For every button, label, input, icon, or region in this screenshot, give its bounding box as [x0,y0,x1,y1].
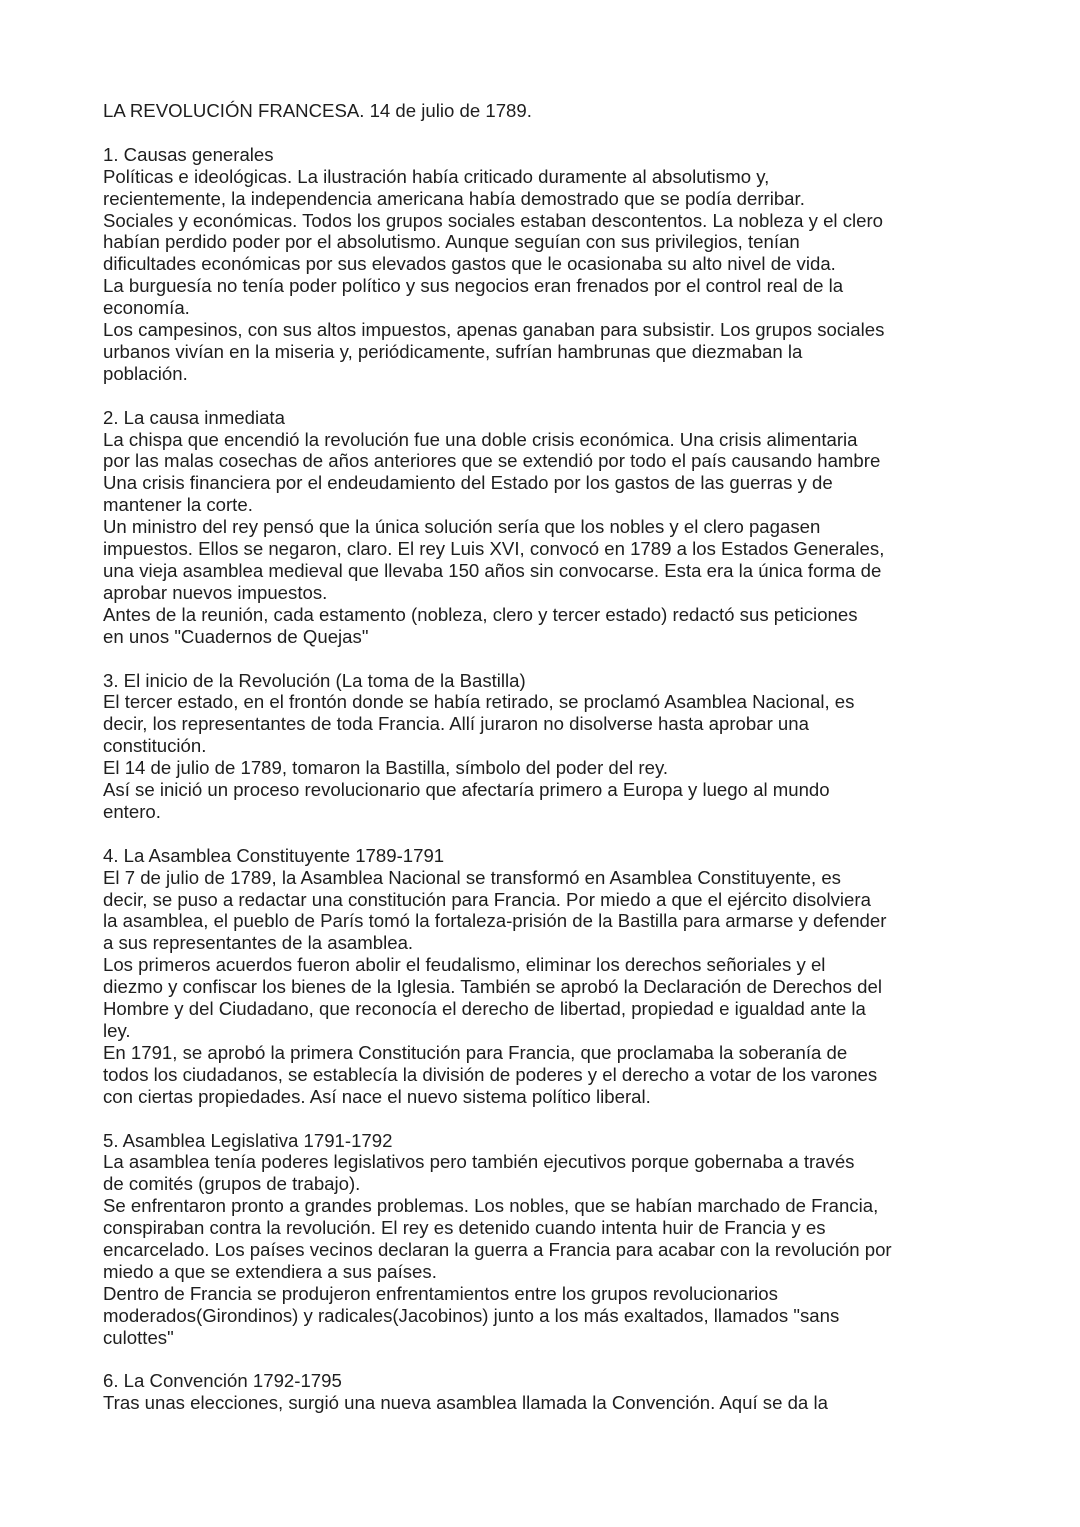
paragraph: Se enfrentaron pronto a grandes problemas. Los nobles, que se habían marchado de Francia, conspiraban contra la revolución. El rey es detenido cuando intenta huir de Francia y es encarcelado. Los países vecinos declaran la guerra a Francia para acabar con la revolución por miedo a que se extendiera a sus países. [103,1195,892,1282]
section-heading: 1. Causas generales [103,143,274,165]
section-heading: 2. La causa inmediata [103,406,285,428]
paragraph: Dentro de Francia se produjeron enfrentamientos entre los grupos revolucionarios moderados(Girondinos) y radicales(Jacobinos) junto a los más exaltados, llamados "sans culottes" [103,1282,840,1348]
paragraph: El 14 de julio de 1789, tomaron la Bastilla, símbolo del poder del rey. [103,757,669,779]
section-asamblea-constituyente [103,845,973,1108]
paragraph: El 7 de julio de 1789, la Asamblea Nacional se transformó en Asamblea Constituyente, es decir, se puso a redactar una constitución para Francia. Por miedo a que el ejército disolviera la asamblea, el pueblo de París tomó la fortaleza-prisión de la Bastilla para armarse y defender a sus representantes de la asamblea. [103,866,887,954]
section-heading: 6. La Convención 1792-1795 [103,1370,342,1392]
section-heading: 5. Asamblea Legislativa 1791-1792 [103,1129,393,1151]
section-causas-generales [103,144,973,385]
section-causa-inmediata [103,407,973,648]
document-page [103,100,973,1436]
paragraph: Políticas e ideológicas. La ilustración había criticado duramente al absolutismo y, recientemente, la independencia americana había demostrado que se podía derribar. [103,165,805,209]
paragraph: Tras unas elecciones, surgió una nueva asamblea llamada la Convención. Aquí se da la [103,1392,828,1414]
section-heading: 3. El inicio de la Revolución (La toma de la Bastilla) [103,669,526,691]
paragraph: Los primeros acuerdos fueron abolir el feudalismo, eliminar los derechos señoriales y el diezmo y confiscar los bienes de la Iglesia. También se aprobó la Declaración de Derechos del Hombre y del Ciudadano, que reconocía el derecho de libertad, propiedad e igualdad ante la ley. [103,954,882,1041]
section-heading: 4. La Asamblea Constituyente 1789-1791 [103,844,445,866]
paragraph: El tercer estado, en el frontón donde se había retirado, se proclamó Asamblea Nacional, es decir, los representantes de toda Francia. Allí juraron no disolverse hasta aprobar una constitución. [103,691,855,757]
paragraph: La asamblea tenía poderes legislativos pero también ejecutivos porque gobernaba a través de comités (grupos de trabajo). [103,1151,855,1195]
paragraph: La burguesía no tenía poder político y sus negocios eran frenados por el control real de la economía. [103,275,844,319]
paragraph: La chispa que encendió la revolución fue una doble crisis económica. Una crisis alimentaria por las malas cosechas de años anteriores que se extendió por todo el país causando hambre Una crisis financiera por el endeudamiento del Estado por los gastos de las guerras y de mantener la corte. [103,428,881,516]
section-convencion [103,1370,973,1414]
section-asamblea-legislativa [103,1130,973,1349]
paragraph: Los campesinos, con sus altos impuestos, apenas ganaban para subsistir. Los grupos sociales urbanos vivían en la miseria y, periódicamente, sufrían hambrunas que diezmaban la población. [103,319,885,384]
paragraph: Sociales y económicas. Todos los grupos sociales estaban descontentos. La nobleza y el clero habían perdido poder por el absolutismo. Aunque seguían con sus privilegios, tenían dificultades económicas por sus elevados gastos que le ocasionaba su alto nivel de vida. [103,209,884,275]
paragraph: Antes de la reunión, cada estamento (nobleza, clero y tercer estado) redactó sus peticiones en unos "Cuadernos de Quejas" [103,603,858,647]
paragraph: Así se inició un proceso revolucionario que afectaría primero a Europa y luego al mundo entero. [103,779,830,822]
section-inicio-revolucion [103,670,973,823]
paragraph: Un ministro del rey pensó que la única solución sería que los nobles y el clero pagasen impuestos. Ellos se negaron, claro. El rey Luis XVI, convocó en 1789 a los Estados Generales, una vieja asamblea medieval que llevaba 150 años sin convocarse. Esta era la única forma de aprobar nuevos impuestos. [103,516,885,603]
document-title: LA REVOLUCIÓN FRANCESA. 14 de julio de 1789. [103,100,532,121]
paragraph: En 1791, se aprobó la primera Constitución para Francia, que proclamaba la soberanía de todos los ciudadanos, se establecía la división de poderes y el derecho a votar de los varones con ciertas propiedades. Así nace el nuevo sistema político liberal. [103,1041,878,1107]
